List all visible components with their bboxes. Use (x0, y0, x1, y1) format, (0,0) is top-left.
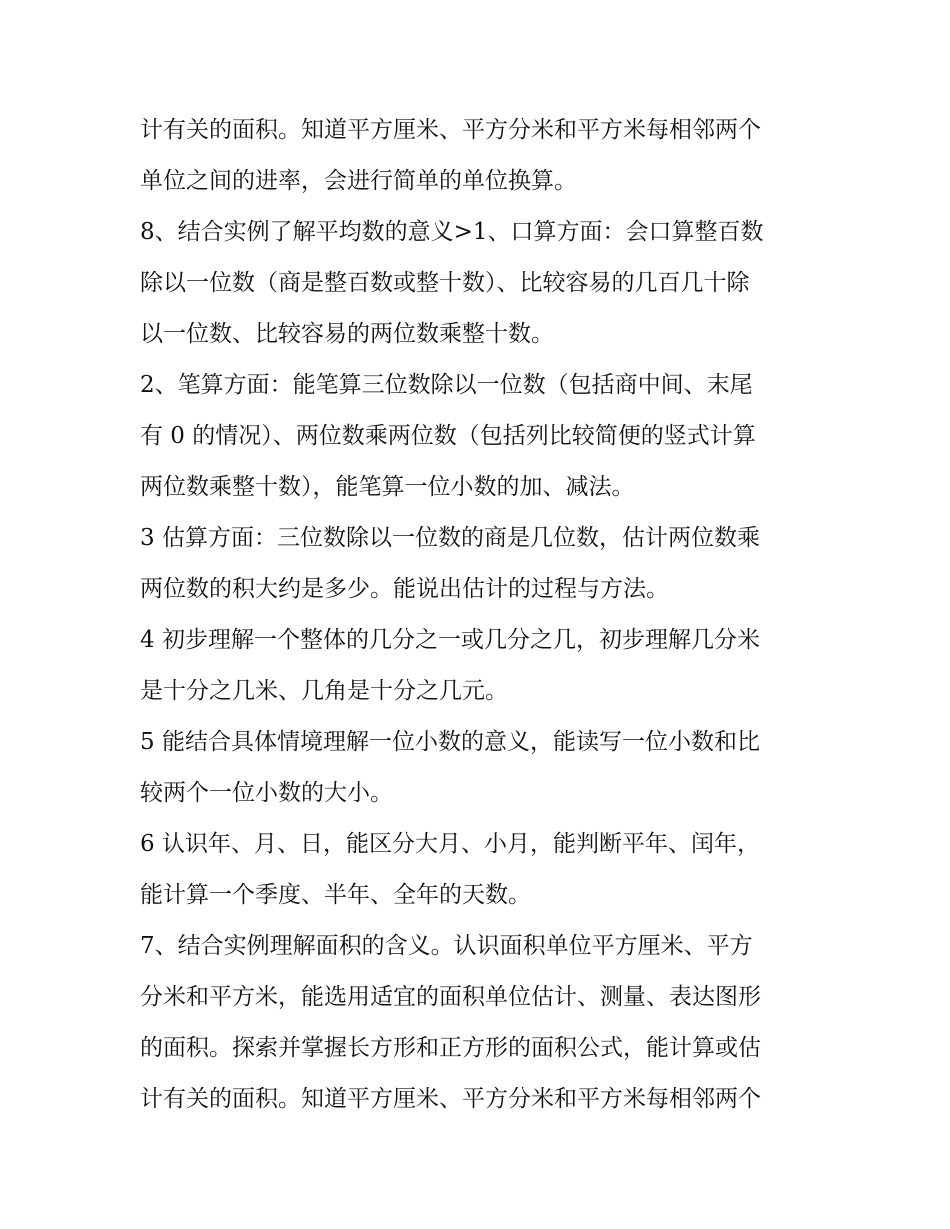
text-line-5: 以一位数、比较容易的两位数乘整十数。 (140, 321, 554, 347)
text-line-13: 5 能结合具体情境理解一位小数的意义，能读写一位小数和比 (140, 729, 760, 755)
text-line-4: 除以一位数（商是整百数或整十数）、比较容易的几百几十除 (140, 270, 750, 296)
text-line-7: 有 0 的情况）、两位数乘两位数（包括列比较简便的竖式计算 (140, 423, 756, 449)
text-line-6: 2、笔算方面：能笔算三位数除以一位数（包括商中间、末尾 (140, 372, 753, 398)
text-line-15: 6 认识年、月、日，能区分大月、小月，能判断平年、闰年， (140, 831, 760, 857)
body-text (140, 105, 820, 1125)
text-line-9: 3 估算方面：三位数除以一位数的商是几位数，估计两位数乘 (140, 525, 760, 551)
text-line-16: 能计算一个季度、半年、全年的天数。 (140, 882, 531, 908)
text-line-17: 7、结合实例理解面积的含义。认识面积单位平方厘米、平方 (140, 933, 753, 959)
text-line-18: 分米和平方米，能选用适宜的面积单位估计、测量、表达图形 (140, 984, 761, 1010)
text-line-2: 单位之间的进率，会进行简单的单位换算。 (140, 168, 577, 194)
text-line-11: 4 初步理解一个整体的几分之一或几分之几，初步理解几分米 (140, 627, 760, 653)
text-line-8: 两位数乘整十数），能笔算一位小数的加、减法。 (140, 474, 635, 500)
text-line-19: 的面积。探索并掌握长方形和正方形的面积公式，能计算或估 (140, 1035, 761, 1061)
text-line-1: 计有关的面积。知道平方厘米、平方分米和平方米每相邻两个 (140, 117, 761, 143)
text-line-14: 较两个一位小数的大小。 (140, 780, 393, 806)
text-line-10: 两位数的积大约是多少。能说出估计的过程与方法。 (140, 576, 669, 602)
text-line-20: 计有关的面积。知道平方厘米、平方分米和平方米每相邻两个 (140, 1086, 761, 1112)
text-line-3: 8、结合实例了解平均数的意义>1、口算方面：会口算整百数 (140, 219, 764, 245)
text-line-12: 是十分之几米、几角是十分之几元。 (140, 678, 508, 704)
